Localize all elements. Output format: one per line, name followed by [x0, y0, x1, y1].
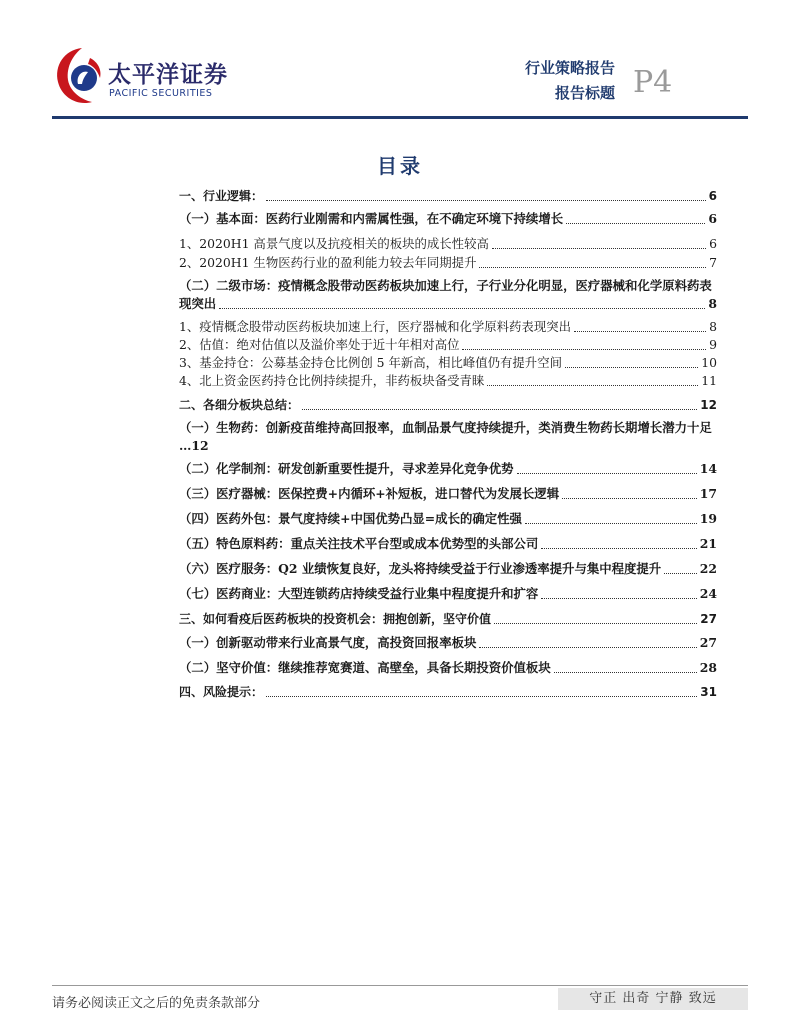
- toc-leader-dots: [541, 597, 696, 599]
- toc-entry-text: （二）二级市场：疫情概念股带动医药板块加速上行，子行业分化明显，医疗器械和化学原料药表: [179, 278, 712, 293]
- toc-leader-dots: [562, 497, 697, 499]
- toc-leader-dots: [565, 366, 698, 368]
- toc-entry-text: 1、疫情概念股带动医药板块加速上行，医疗器械和化学原料药表现突出: [179, 319, 571, 334]
- footer-divider: [52, 985, 748, 986]
- toc-leader-dots: [541, 547, 696, 549]
- toc-entry[interactable]: [179, 419, 717, 455]
- toc-entry-page: 12: [700, 398, 717, 412]
- toc-entry-page: 19: [699, 511, 717, 526]
- toc-entry[interactable]: [179, 210, 717, 228]
- toc-entry[interactable]: [179, 235, 717, 253]
- toc-leader-dots: [554, 671, 697, 673]
- toc-entry[interactable]: [179, 585, 717, 603]
- toc-entry-page: 22: [699, 561, 717, 576]
- page-header: [0, 0, 800, 122]
- toc-leader-dots: [219, 307, 705, 309]
- toc-entry-text: 二、各细分板块总结：: [179, 398, 300, 412]
- toc-entry[interactable]: [179, 535, 717, 553]
- toc-leader-dots: [566, 222, 705, 224]
- toc-entry-page: 8: [709, 319, 717, 334]
- toc-entry[interactable]: [179, 460, 717, 478]
- toc-leader-dots: [266, 695, 697, 697]
- toc-entry-page: 12: [191, 438, 209, 453]
- toc-entry[interactable]: [179, 354, 717, 372]
- toc-entry-text: （一）生物药：创新疫苗维持高回报率，血制品景气度持续提升，类消费生物药长期增长潜力十足: [179, 420, 712, 435]
- toc-entry[interactable]: [179, 683, 717, 701]
- report-title: 报告标题: [554, 84, 615, 102]
- toc-leader-dots: [479, 266, 706, 268]
- toc-entry-text: 四、风险提示：: [179, 685, 264, 699]
- toc-leader-dots: [487, 384, 698, 386]
- company-logo: [52, 44, 228, 110]
- toc-entry[interactable]: [179, 277, 717, 313]
- logo-english-name: PACIFIC SECURITIES: [109, 88, 213, 99]
- footer-slogan: 守正 出奇 宁静 致远: [558, 988, 748, 1010]
- toc-entry-text: 2、2020H1 生物医药行业的盈利能力较去年同期提升: [179, 255, 477, 270]
- toc-leader-dots: [525, 522, 697, 524]
- toc-entry-text: （二）化学制剂：研发创新重要性提升，寻求差异化竞争优势: [179, 461, 514, 476]
- toc-entry-page: 24: [699, 586, 717, 601]
- toc-entry[interactable]: [179, 336, 717, 354]
- toc-entry-page: 11: [701, 373, 717, 388]
- toc-entry-text: （一）创新驱动带来行业高景气度，高投资回报率板块: [179, 635, 477, 650]
- toc-leader-dots: [494, 622, 697, 624]
- toc-entry-text: （五）特色原料药：重点关注技术平台型或成本优势型的头部公司: [179, 536, 539, 551]
- report-type: 行业策略报告: [524, 59, 615, 77]
- header-divider: [52, 116, 748, 119]
- toc-leader-dots: [664, 572, 697, 574]
- toc-entry-text: 1、2020H1 高景气度以及抗疫相关的板块的成长性较高: [179, 236, 489, 251]
- toc-leader-dots: [479, 646, 696, 648]
- toc-entry-page: 6: [708, 211, 717, 226]
- toc-entry-text: （七）医药商业：大型连锁药店持续受益行业集中程度提升和扩容: [179, 586, 539, 601]
- toc-entry-page: 27: [700, 612, 717, 626]
- toc-entry-page: 17: [699, 486, 717, 501]
- toc-entry-page: 27: [699, 635, 717, 650]
- toc-entry-page: 31: [700, 685, 717, 699]
- toc-entry-page: 6: [709, 236, 717, 251]
- toc-entry-text-continued: …: [179, 438, 192, 453]
- toc-entry-page: 8: [708, 296, 717, 311]
- logo-chinese-name: 太平洋证券: [108, 62, 228, 88]
- toc-entry[interactable]: [179, 396, 717, 414]
- pacific-securities-logo-icon: [52, 44, 108, 108]
- toc-leader-dots: [517, 472, 697, 474]
- toc-entry[interactable]: [179, 187, 717, 205]
- toc-entry-text: 4、北上资金医药持仓比例持续提升，非药板块备受青睐: [179, 373, 485, 388]
- toc-entry[interactable]: [179, 610, 717, 628]
- footer-disclaimer: 请务必阅读正文之后的免责条款部分: [52, 996, 261, 1011]
- toc-leader-dots: [574, 330, 706, 332]
- toc-entry[interactable]: [179, 318, 717, 336]
- toc-title: 目录: [377, 154, 423, 178]
- toc-entry-text: （二）坚守价值：继续推荐宽赛道、高壁垒，具备长期投资价值板块: [179, 660, 551, 675]
- toc-entry-text-continued: 现突出: [179, 296, 217, 311]
- toc-entry-text: 三、如何看疫后医药板块的投资机会：拥抱创新，坚守价值: [179, 612, 492, 626]
- toc-entry[interactable]: [179, 372, 717, 390]
- toc-entry-text: （六）医疗服务：Q2 业绩恢复良好，龙头将持续受益于行业渗透率提升与集中程度提升: [179, 561, 662, 576]
- toc-entry-page: 21: [699, 536, 717, 551]
- toc-entry-page: 6: [708, 189, 717, 203]
- toc-leader-dots: [302, 408, 697, 410]
- page-number: P4: [633, 65, 673, 100]
- toc-entry[interactable]: [179, 254, 717, 272]
- toc-entry-page: 14: [699, 461, 717, 476]
- toc-entry[interactable]: [179, 634, 717, 652]
- toc-entry-page: 10: [701, 355, 717, 370]
- toc-entry-text: （一）基本面：医药行业刚需和内需属性强，在不确定环境下持续增长: [179, 211, 564, 226]
- toc-entry[interactable]: [179, 485, 717, 503]
- toc-entry-page: 28: [699, 660, 717, 675]
- toc-leader-dots: [492, 247, 706, 249]
- toc-entry-text: （三）医疗器械：医保控费+内循环+补短板，进口替代为发展长逻辑: [179, 486, 560, 501]
- toc-leader-dots: [266, 199, 706, 201]
- toc-entry-page: 7: [709, 255, 717, 270]
- toc-entry-text: （四）医药外包：景气度持续+中国优势凸显=成长的确定性强: [179, 511, 522, 526]
- toc-entry-text: 3、基金持仓：公募基金持仓比例创 5 年新高，相比峰值仍有提升空间: [179, 355, 562, 370]
- toc-entry-page: 9: [709, 337, 717, 352]
- toc-entry[interactable]: [179, 560, 717, 578]
- toc-entry-text: 2、估值：绝对估值以及溢价率处于近十年相对高位: [179, 337, 460, 352]
- toc-entry[interactable]: [179, 510, 717, 528]
- toc-entry-text: 一、行业逻辑：: [179, 189, 264, 203]
- toc-entry[interactable]: [179, 659, 717, 677]
- toc-leader-dots: [462, 348, 706, 350]
